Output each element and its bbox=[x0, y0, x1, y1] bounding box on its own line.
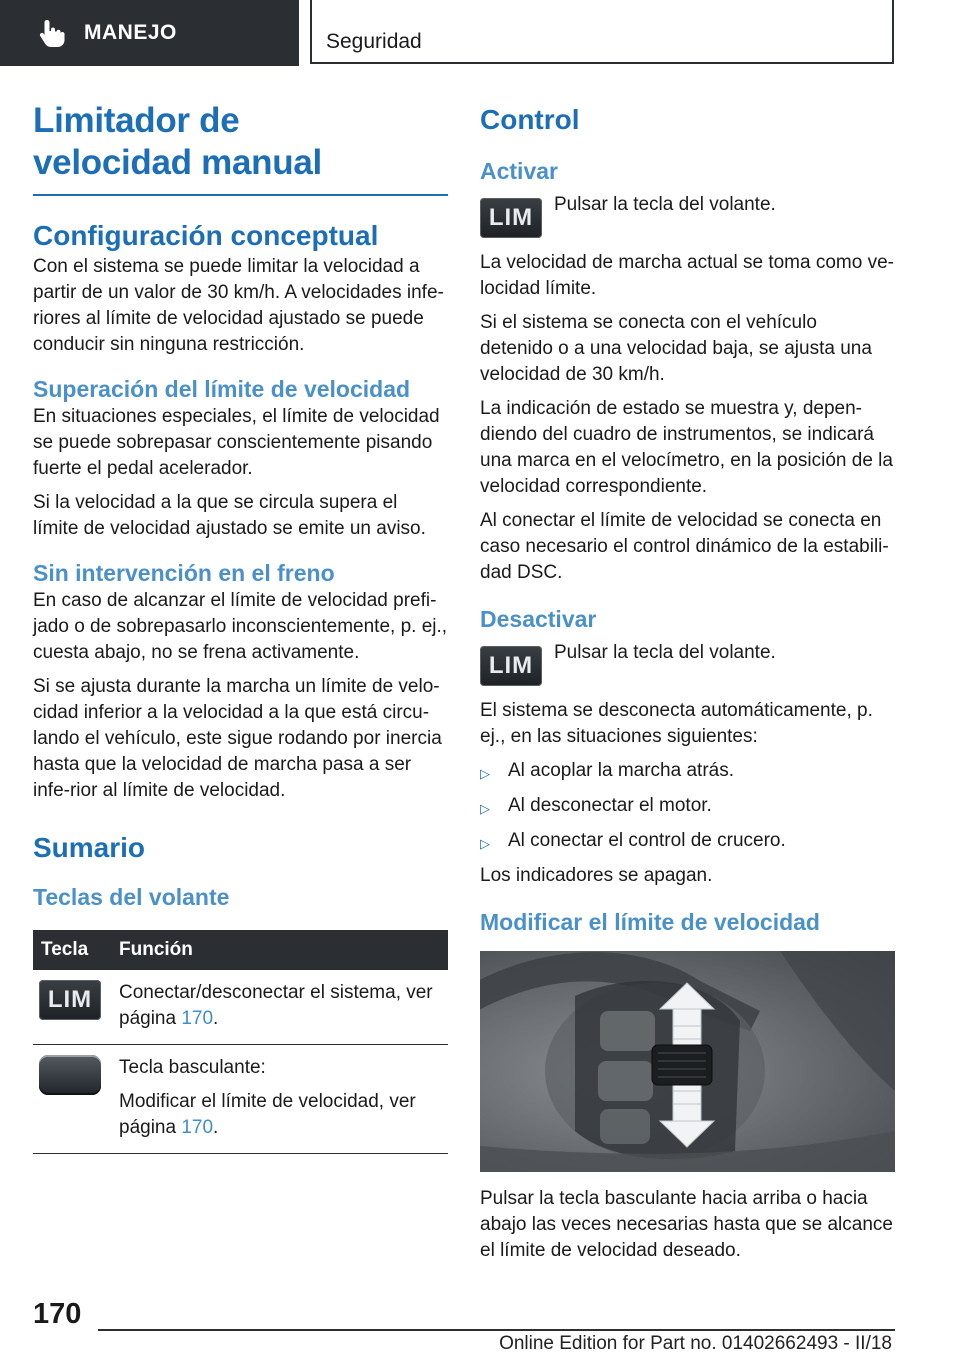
footer-rule bbox=[98, 1329, 895, 1331]
list-item: ▷ Al acoplar la marcha atrás. bbox=[480, 758, 895, 787]
activate-text-4: Al conectar el límite de velocidad se conecta en caso necesario el control dinámico de la estabili‐dad DSC. bbox=[480, 510, 889, 583]
table-row: LIM Conectar/desconectar el sistema, ver página 170. bbox=[33, 970, 448, 1045]
row-label: Tecla basculante: bbox=[119, 1057, 266, 1078]
steering-wheel-photo bbox=[480, 951, 895, 1172]
rocker-switch-illustration bbox=[480, 951, 895, 1172]
title-rule bbox=[33, 194, 448, 196]
deactivate-text-1: El sistema se desconecta automáticamente, p. ej., en las situaciones siguientes: bbox=[480, 700, 873, 747]
concept-heading: Configuración conceptual bbox=[33, 220, 379, 251]
chapter-tab bbox=[0, 0, 299, 66]
rocker-switch-icon bbox=[39, 1055, 101, 1095]
concept-text: Con el sistema se puede limitar la velocidad a partir de un valor de 30 km/h. A velocidades infe‐riores al límite de velocidad ajustado se puede conducir sin ninguna restricción. bbox=[33, 256, 444, 355]
col-key-header: Tecla bbox=[33, 930, 111, 970]
lim-button-icon: LIM bbox=[480, 198, 542, 238]
activate-heading: Activar bbox=[480, 158, 558, 184]
deactivate-text-2: Los indicadores se apagan. bbox=[480, 865, 713, 886]
lim-button-icon: LIM bbox=[480, 646, 542, 686]
lim-button-icon: LIM bbox=[39, 980, 101, 1020]
deactivate-list bbox=[480, 758, 895, 857]
deactivate-instruction: Pulsar la tecla del volante. bbox=[554, 642, 776, 663]
page-header bbox=[0, 0, 960, 66]
page-number: 170 bbox=[33, 1298, 82, 1330]
page-link[interactable]: 170 bbox=[181, 1117, 214, 1138]
brake-text-2: Si se ajusta durante la marcha un límite de velo‐cidad inferior a la velocidad a la que está circu‐lando el vehículo, este sigue rodando por inercia hasta que la velocidad de marcha pasa a ser infe‐rior al límite de velocidad. bbox=[33, 676, 442, 801]
activate-instruction: Pulsar la tecla del volante. bbox=[554, 194, 776, 215]
activate-text-3: La indicación de estado se muestra y, depen‐diendo del cuadro de instrumentos, se indicará una marca en el velocímetro, en la posición de la velocidad correspondiente. bbox=[480, 398, 893, 497]
page-title: Limitador de velocidad manual bbox=[33, 101, 322, 182]
section-label: Seguridad bbox=[310, 0, 894, 64]
exceed-text-2: Si la velocidad a la que se circula supera el límite de velocidad ajustado se emite un aviso. bbox=[33, 492, 426, 539]
exceed-heading: Superación del límite de velocidad bbox=[33, 376, 411, 402]
exceed-text-1: En situaciones especiales, el límite de velocidad se puede sobrepasar conscientemente pisando fuerte el pedal acelerador. bbox=[33, 406, 440, 479]
chapter-label: MANEJO bbox=[84, 21, 177, 44]
table-row: Tecla basculante: Modificar el límite de velocidad, ver página 170. bbox=[33, 1045, 448, 1154]
control-heading: Control bbox=[480, 104, 580, 135]
deactivate-heading: Desactivar bbox=[480, 606, 597, 632]
modify-text: Pulsar la tecla basculante hacia arriba o hacia abajo las veces necesarias hasta que se alcance el límite de velocidad deseado. bbox=[480, 1188, 893, 1261]
triangle-bullet-icon: ▷ bbox=[480, 766, 490, 781]
edition-note: Online Edition for Part no. 01402662493 - II/18 bbox=[499, 1333, 892, 1354]
hand-pointer-icon bbox=[38, 18, 66, 48]
col-function-header: Función bbox=[111, 930, 448, 970]
right-column bbox=[480, 100, 895, 1264]
triangle-bullet-icon: ▷ bbox=[480, 801, 490, 816]
triangle-bullet-icon: ▷ bbox=[480, 836, 490, 851]
row-text: Modificar el límite de velocidad, ver página bbox=[119, 1091, 416, 1138]
brake-heading: Sin intervención en el freno bbox=[33, 560, 335, 586]
steering-keys-table bbox=[33, 930, 448, 1154]
modify-heading: Modificar el límite de velocidad bbox=[480, 909, 820, 935]
list-item: ▷ Al desconectar el motor. bbox=[480, 793, 895, 822]
summary-heading: Sumario bbox=[33, 832, 146, 863]
brake-text-1: En caso de alcanzar el límite de velocidad prefi‐jado o de sobrepasarlo inconscientemente, p. ej., cuesta abajo, no se frena activamente. bbox=[33, 590, 448, 663]
activate-text-2: Si el sistema se conecta con el vehículo detenido o a una velocidad baja, se ajusta una velocidad de 30 km/h. bbox=[480, 312, 872, 385]
row-text: Conectar/desconectar el sistema, ver página bbox=[119, 982, 433, 1029]
activate-text-1: La velocidad de marcha actual se toma como ve‐locidad límite. bbox=[480, 252, 894, 299]
page-link[interactable]: 170 bbox=[181, 1008, 214, 1029]
list-item: ▷ Al conectar el control de crucero. bbox=[480, 828, 895, 857]
left-column bbox=[33, 100, 448, 1154]
keys-heading: Teclas del volante bbox=[33, 884, 230, 910]
